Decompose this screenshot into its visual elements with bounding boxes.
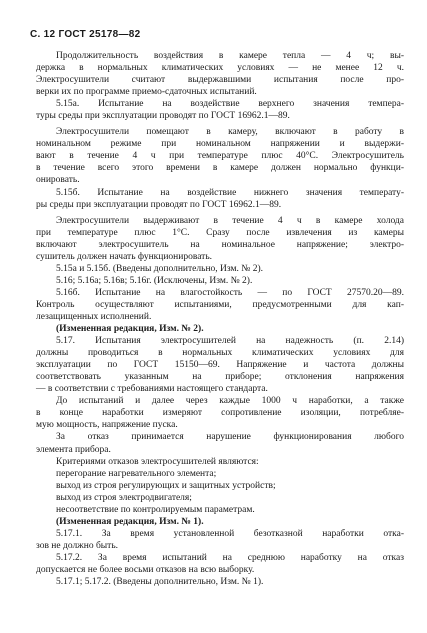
text-line: мую мощность, напряжение пуска. — [36, 420, 178, 431]
text-line: вают в течение 4 ч при температуре плюс 40°С. Электросушитель — [36, 151, 404, 162]
text-line: Электросушители выдерживают в течение 4 ч в камере холода — [56, 215, 404, 226]
text-line: выход из строя электродвигателя; — [56, 492, 192, 503]
text-line: выход из строя регулирующих и защитных устройств; — [56, 480, 276, 491]
text-line: (Измененная редакция, Изм. № 1). — [56, 516, 204, 527]
text-line: 5.17. Испытания электросушителей на надежность (п. 2.14) — [56, 336, 404, 347]
text-line: соответствовать указанным на приборе; отклонения напряжения — [36, 372, 404, 383]
text-line: держка в нормальных климатических условиях — не менее 12 ч. — [36, 63, 404, 74]
text-line: 5.17.1. За время установленной безотказной наработки отка- — [56, 528, 404, 539]
page-header: С. 12 ГОСТ 25178—82 — [30, 29, 141, 40]
text-line: 5.15б. Испытание на воздействие нижнего значения температу- — [56, 187, 404, 198]
text-line: несоответствие по контролируемым параметрам. — [56, 504, 255, 515]
text-line: лезащищенных исполнений. — [36, 311, 152, 322]
text-line: туры среды при эксплуатации проводят по ГОСТ 16962.1—89. — [36, 111, 290, 122]
text-line: в конце наработки измеряют сопротивление изоляции, потребляе- — [36, 408, 404, 419]
text-line: Продолжительность воздействия в камере тепла — 4 ч; вы- — [56, 51, 404, 61]
text-line: элемента прибора. — [36, 444, 111, 455]
text-line: верки их по программе приемо-сдаточных испытаний. — [36, 87, 257, 98]
text-line: 5.15а. Испытание на воздействие верхнего значения темпера- — [56, 99, 404, 110]
text-line: 5.15а и 5.15б. (Введены дополнительно, Изм. № 2). — [56, 263, 263, 274]
text-line: 5.16; 5.16а; 5.16в; 5.16г. (Исключены, Изм. № 2). — [56, 275, 253, 286]
text-line: зов не должно быть. — [36, 540, 119, 551]
text-line: — в соответствии с требованиями настоящего стандарта. — [36, 384, 268, 395]
text-line: Критериями отказов электросушителей являются: — [56, 456, 259, 467]
text-line: сушитель должен начать функционировать. — [36, 251, 213, 262]
text-line: включают электросушитель на номинальное напряжение; электро- — [36, 239, 404, 250]
text-line: номинальном режиме при номинальном напряжении и выдержи- — [36, 139, 404, 150]
document-body — [36, 50, 404, 588]
text-line: перегорание нагревательного элемента; — [56, 468, 217, 479]
text-line: должны проводиться в нормальных климатических условиях для — [36, 348, 404, 359]
text-line: Контроль осуществляют испытаниями, предусмотренными для кап- — [36, 299, 404, 310]
text-line: ры среды при эксплуатации проводят по ГОСТ 16962.1—89. — [36, 199, 282, 210]
text-line: в течение всего этого времени в камере должен нормально функци- — [36, 163, 404, 174]
text-line: За отказ принимается нарушение функционирования любого — [56, 432, 404, 443]
text-line: (Измененная редакция, Изм. № 2). — [56, 324, 204, 335]
text-line: эксплуатации по ГОСТ 15150—69. Напряжение и частота должны — [36, 360, 404, 371]
text-line: 5.17.1; 5.17.2. (Введены дополнительно, Изм. № 1). — [56, 577, 264, 588]
text-line: при температуре плюс 1°С. Сразу после извлечения из камеры — [36, 227, 404, 238]
text-line: До испытаний и далее через каждые 1000 ч наработки, а также — [56, 396, 404, 407]
text-line: допускается не более восьми отказов на всю выборку. — [36, 564, 255, 575]
text-line: Электросушители помещают в камеру, включают в работу в — [56, 127, 404, 138]
text-line: онировать. — [36, 175, 80, 186]
text-line: 5.17.2. За время испытаний на среднюю наработку на отказ — [56, 552, 404, 563]
text-line: 5.16б. Испытание на влагостойкость — по ГОСТ 27570.20—89. — [56, 287, 404, 298]
text-line: Электросушители считают выдержавшими испытания после про- — [36, 75, 404, 86]
